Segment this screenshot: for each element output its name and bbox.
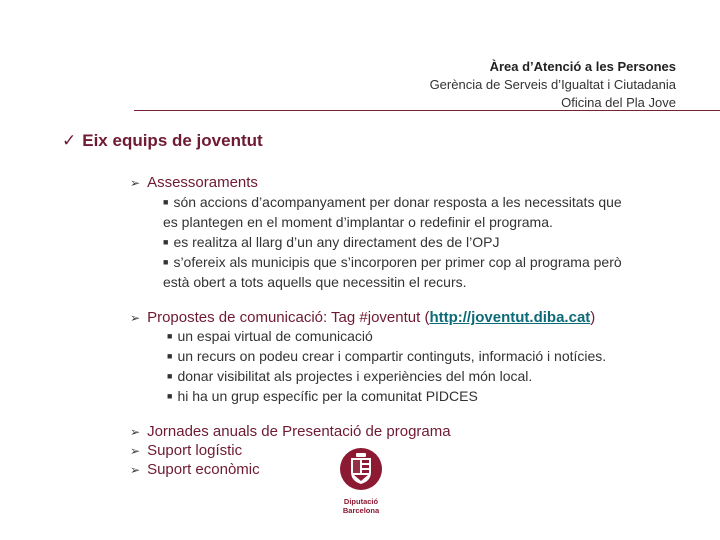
arrow-bullet-icon: ➢ bbox=[130, 425, 141, 439]
section-title-text: Eix equips de joventut bbox=[82, 131, 263, 150]
assessoraments-heading bbox=[130, 174, 258, 192]
arrow-bullet-icon: ➢ bbox=[130, 463, 141, 477]
list-item: ■ un espai virtual de comunicació bbox=[167, 328, 373, 344]
logo-text-line2: Barcelona bbox=[342, 506, 380, 515]
list-item: ■ es realitza al llarg d’un any directament des de l’OPJ bbox=[163, 234, 500, 250]
list-item: ■ hi ha un grup específic per la comunitat PIDCES bbox=[167, 388, 478, 404]
square-bullet-icon: ■ bbox=[167, 331, 173, 341]
list-item: ■ són accions d’acompanyament per donar resposta a les necessitats que bbox=[163, 194, 622, 210]
checkmark-icon: ✓ bbox=[62, 131, 77, 150]
arrow-bullet-icon: ➢ bbox=[130, 176, 141, 190]
assessoraments-list bbox=[163, 192, 703, 292]
bottom-item-jornades: ➢ Jornades anuals de Presentació de programa bbox=[130, 423, 451, 440]
square-bullet-icon: ■ bbox=[167, 391, 173, 401]
section-title bbox=[62, 131, 263, 151]
list-item: ■ s’ofereix als municipis que s’incorporen per primer cop al programa però bbox=[163, 254, 622, 270]
assessoraments-title: Assessoraments bbox=[147, 174, 258, 191]
organization-name: Àrea d’Atenció a les Persones bbox=[489, 59, 676, 74]
bottom-item-suport-economic: ➢ Suport econòmic bbox=[130, 461, 260, 478]
square-bullet-icon: ■ bbox=[167, 371, 173, 381]
square-bullet-icon: ■ bbox=[167, 351, 173, 361]
square-bullet-icon: ■ bbox=[163, 237, 169, 247]
list-item: ■ donar visibilitat als projectes i experiències del món local. bbox=[167, 368, 533, 384]
propostes-list bbox=[167, 326, 707, 406]
square-bullet-icon: ■ bbox=[163, 197, 169, 207]
office-name: Oficina del Pla Jove bbox=[561, 95, 676, 110]
list-item-continuation: està obert a tots aquells que necessitin el recurs. bbox=[163, 274, 467, 290]
propostes-title: Propostes de comunicació: Tag #joventut ( bbox=[147, 309, 430, 326]
propostes-heading: ➢ Propostes de comunicació: Tag #joventut (http://joventut.diba.cat) bbox=[130, 309, 596, 326]
list-item-continuation: es plantegen en el moment d’implantar o redefinir el programa. bbox=[163, 214, 553, 230]
bottom-item-suport-logistic: ➢ Suport logístic bbox=[130, 442, 243, 459]
list-item: ■ un recurs on podeu crear i compartir continguts, informació i notícies. bbox=[167, 348, 607, 364]
square-bullet-icon: ■ bbox=[163, 257, 169, 267]
arrow-bullet-icon: ➢ bbox=[130, 311, 141, 325]
arrow-bullet-icon: ➢ bbox=[130, 444, 141, 458]
joventut-link[interactable]: http://joventut.diba.cat bbox=[429, 309, 591, 326]
header-divider bbox=[134, 110, 720, 111]
diputacio-barcelona-logo bbox=[336, 446, 386, 515]
crest-icon bbox=[336, 446, 386, 492]
department-name: Gerència de Serveis d’Igualtat i Ciutadania bbox=[429, 77, 676, 92]
logo-text-line1: Diputació bbox=[343, 497, 379, 506]
header-block bbox=[430, 58, 676, 112]
